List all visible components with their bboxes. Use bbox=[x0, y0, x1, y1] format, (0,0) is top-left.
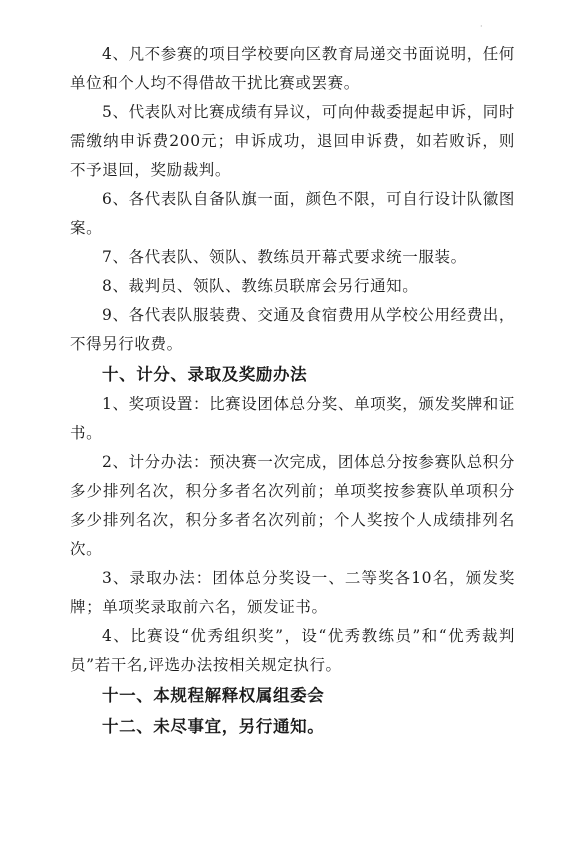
section-heading-10: 十、计分、录取及奖励办法 bbox=[102, 365, 308, 384]
rule-item-9: 9、各代表队服装费、交通及食宿费用从学校公用经费出，不得另行收费。 bbox=[70, 306, 515, 353]
rule-item-6: 6、各代表队自备队旗一面，颜色不限，可自行设计队徽图案。 bbox=[70, 190, 515, 237]
section-heading-12: 十二、未尽事宜，另行通知。 bbox=[102, 717, 325, 736]
scoring-item-4: 4、比赛设“优秀组织奖”，设“优秀教练员”和“优秀裁判员”若干名,评选办法按相关规定执行。 bbox=[70, 627, 515, 674]
rule-item-7: 7、各代表队、领队、教练员开幕式要求统一服装。 bbox=[102, 248, 467, 266]
rule-item-5: 5、代表队对比赛成绩有异议，可向仲裁委提起申诉，同时需缴纳申诉费200元；申诉成功，退回申诉费，如若败诉，则不予退回，奖励裁判。 bbox=[70, 103, 515, 179]
scoring-item-3: 3、录取办法：团体总分奖设一、二等奖各10名，颁发奖牌；单项奖录取前六名，颁发证书。 bbox=[70, 569, 515, 616]
scoring-item-1: 1、奖项设置：比赛设团体总分奖、单项奖，颁发奖牌和证书。 bbox=[70, 395, 515, 442]
rule-item-4: 4、凡不参赛的项目学校要向区教育局递交书面说明，任何单位和个人均不得借故干扰比赛或罢赛。 bbox=[70, 45, 515, 92]
rule-item-8: 8、裁判员、领队、教练员联席会另行通知。 bbox=[102, 277, 419, 295]
scoring-item-2: 2、计分办法：预决赛一次完成，团体总分按参赛队总积分多少排列名次，积分多者名次列前；单项奖按参赛队单项积分多少排列名次，积分多者名次列前；个人奖按个人成绩排列名次。 bbox=[70, 453, 515, 558]
corner-mark: · bbox=[480, 22, 483, 31]
section-heading-11: 十一、本规程解释权属组委会 bbox=[102, 686, 325, 705]
document-body bbox=[70, 40, 515, 742]
